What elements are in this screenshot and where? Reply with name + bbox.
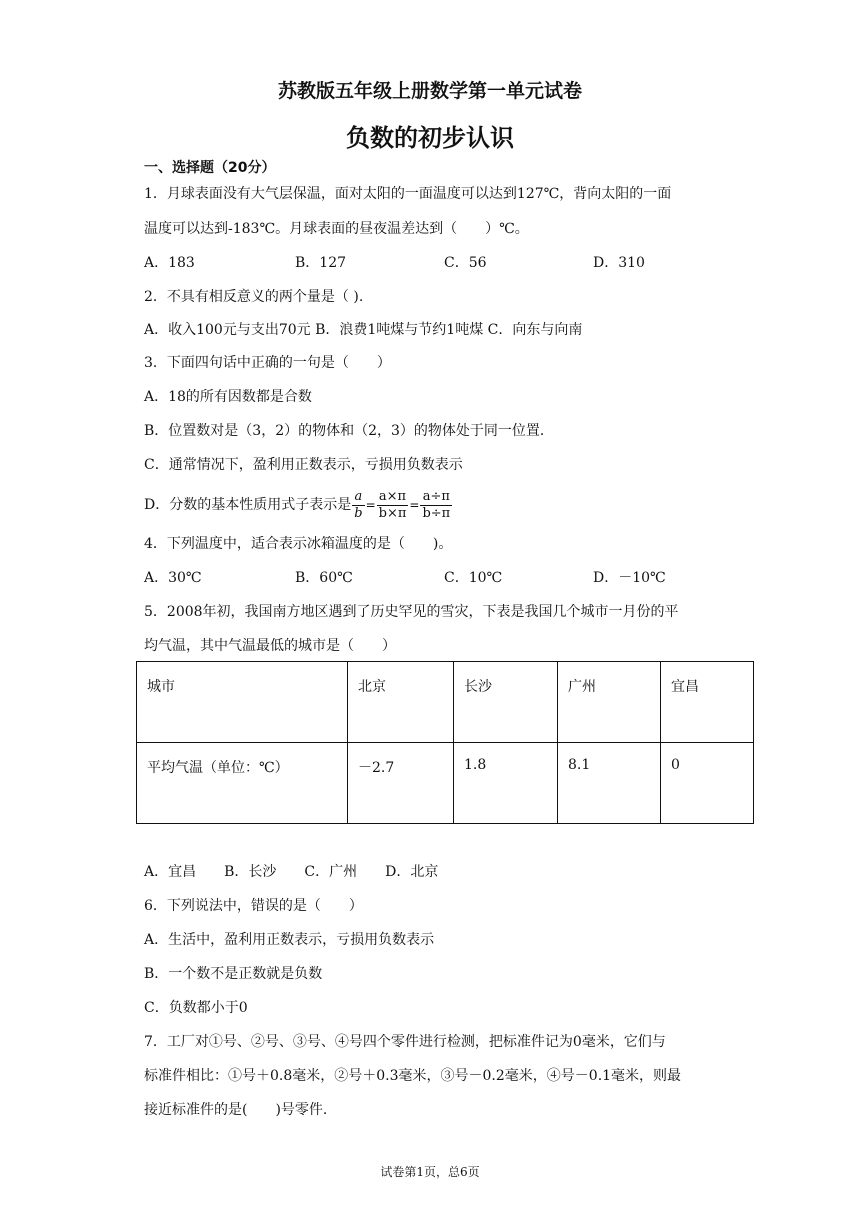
exam-subtitle: 负数的初步认识 [346, 124, 514, 152]
q2-options: A．收入100元与支出70元 B．浪费1吨煤与节约1吨煤 C．向东与向南 [144, 322, 583, 338]
section-heading-choice: 一、选择题（20分） [144, 160, 276, 176]
q3-option-d-text: D．分数的基本性质用式子表示是 [144, 497, 352, 513]
city-temperature-table [136, 661, 754, 824]
q4-option-a: A．30℃ [144, 570, 202, 586]
fraction-a-over-b [352, 489, 364, 522]
table-cell: 长沙 [454, 662, 558, 743]
q6-option-c: C．负数都小于0 [144, 1000, 248, 1016]
q4-option-c: C．10℃ [444, 570, 503, 586]
q1-option-c: C．56 [444, 255, 487, 271]
q4-option-d: D．－10℃ [593, 570, 666, 586]
fraction-3-denominator: b÷π [422, 505, 451, 521]
q2-stem: 2．不具有相反意义的两个量是（ ). [144, 289, 364, 305]
table-cell: 宜昌 [661, 662, 754, 743]
table-row [137, 662, 754, 743]
q4-option-b: B．60℃ [295, 570, 353, 586]
q5-stem-line1: 5．2008年初，我国南方地区遇到了历史罕见的雪灾，下表是我国几个城市一月份的平 [144, 604, 679, 620]
q3-option-c: C．通常情况下，盈利用正数表示，亏损用负数表示 [144, 457, 463, 473]
table-cell: 广州 [558, 662, 661, 743]
fraction-times-pi [377, 489, 409, 522]
q3-option-b: B．位置数对是（3，2）的物体和（2，3）的物体处于同一位置． [144, 423, 554, 439]
q6-stem: 6．下列说法中，错误的是（ ） [144, 898, 363, 914]
q7-stem-line2: 标准件相比：①号＋0.8毫米，②号＋0.3毫米，③号－0.2毫米，④号－0.1毫米，则最 [144, 1068, 682, 1084]
fraction-3-numerator: a÷π [420, 489, 452, 506]
q3-option-d [144, 486, 453, 524]
q3-stem: 3．下面四句话中正确的一句是（ ） [144, 355, 391, 371]
q6-option-b: B．一个数不是正数就是负数 [144, 966, 323, 982]
q1-option-a: A．183 [144, 255, 195, 271]
table-cell: 0 [661, 743, 754, 824]
table-cell: 城市 [137, 662, 348, 743]
q1-option-d: D．310 [593, 255, 645, 271]
equals-sign-2: = [409, 498, 420, 512]
fraction-2-numerator: a×π [377, 489, 409, 506]
table-cell: －2.7 [348, 743, 454, 824]
q3-option-a: A．18的所有因数都是合数 [144, 389, 312, 405]
table-cell: 平均气温（单位：℃） [137, 743, 348, 824]
page-footer: 试卷第1页，总6页 [380, 1165, 480, 1179]
fraction-1-denominator: b [354, 505, 363, 521]
table-row [137, 743, 754, 824]
fraction-2-denominator: b×π [378, 505, 407, 521]
table-cell: 8.1 [558, 743, 661, 824]
equals-sign-1: = [365, 498, 376, 512]
q5-options: A．宜昌 B．长沙 C．广州 D．北京 [144, 864, 439, 880]
q7-stem-line1: 7．工厂对①号、②号、③号、④号四个零件进行检测，把标准件记为0毫米，它们与 [144, 1034, 666, 1050]
table-cell: 1.8 [454, 743, 558, 824]
fraction-1-numerator: a [354, 488, 363, 504]
q4-stem: 4．下列温度中，适合表示冰箱温度的是（ )。 [144, 536, 453, 552]
q1-option-b: B．127 [295, 255, 347, 271]
q1-stem-line2: 温度可以达到-183℃。月球表面的昼夜温差达到（ ）℃。 [144, 221, 529, 237]
q1-stem-line1: 1．月球表面没有大气层保温，面对太阳的一面温度可以达到127℃，背向太阳的一面 [144, 186, 672, 202]
q7-stem-line3: 接近标准件的是( )号零件. [144, 1102, 328, 1118]
q6-option-a: A．生活中，盈利用正数表示，亏损用负数表示 [144, 932, 435, 948]
exam-title: 苏教版五年级上册数学第一单元试卷 [277, 80, 582, 102]
q5-stem-line2: 均气温，其中气温最低的城市是（ ） [144, 638, 396, 654]
table-cell: 北京 [348, 662, 454, 743]
fraction-divide-pi [420, 489, 452, 522]
